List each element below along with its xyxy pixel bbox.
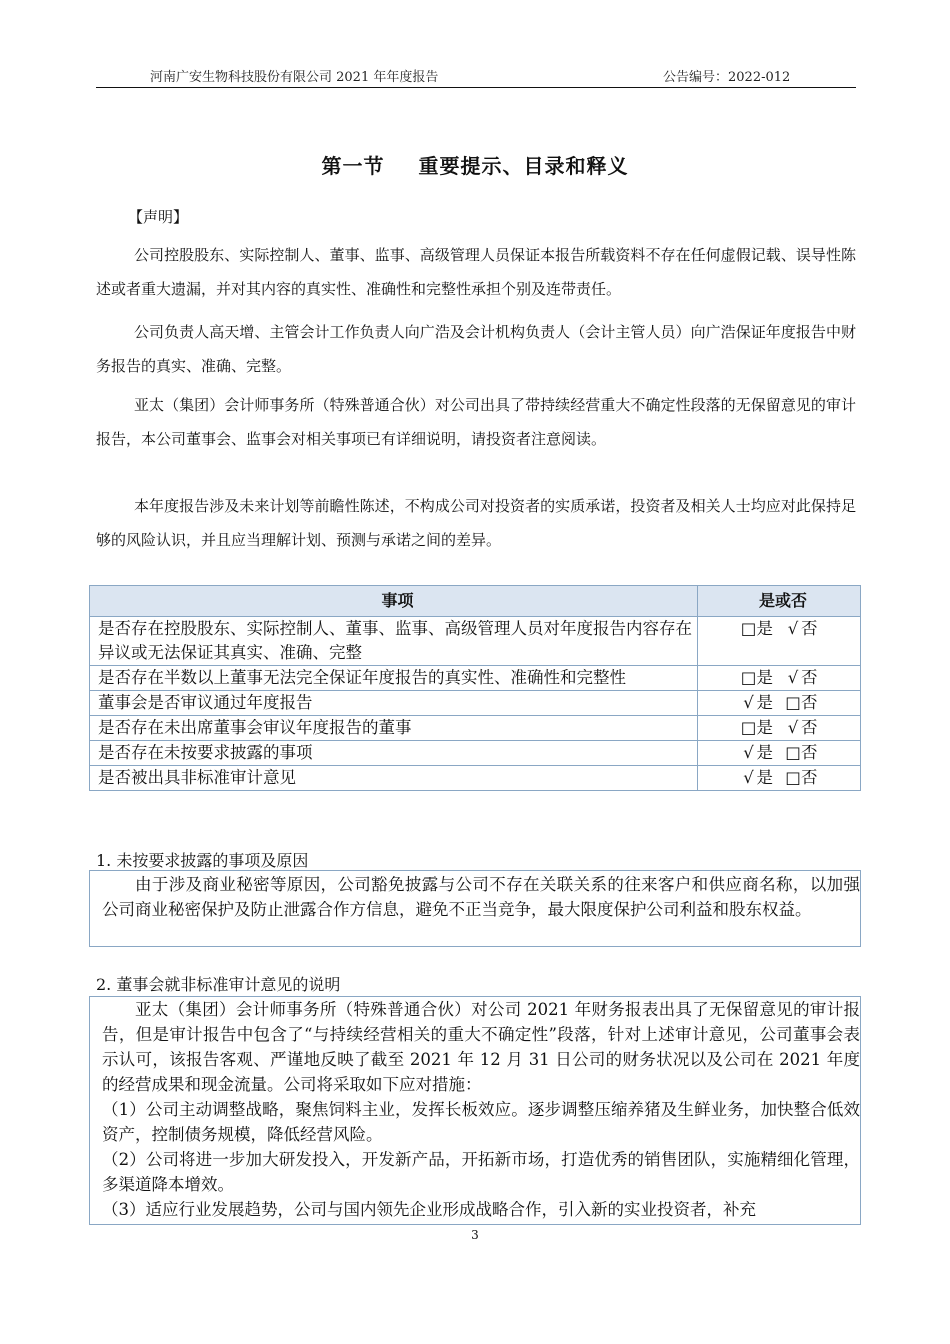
board-opinion-measure: （2）公司将进一步加大研发投入，开发新产品，开拓新市场，打造优秀的销售团队，实施精细化管理，多渠道降本增效。 [102, 1150, 860, 1194]
checklist-item: 是否被出具非标准审计意见 [90, 766, 698, 791]
checklist-item: 董事会是否审议通过年度报告 [90, 691, 698, 716]
no-option [785, 666, 818, 690]
section-name: 重要提示、目录和释义 [418, 154, 629, 178]
table-row [90, 617, 861, 666]
board-opinion-measure: （3）适应行业发展趋势，公司与国内领先企业形成战略合作，引入新的实业投资者，补充 [102, 1200, 756, 1219]
yes-option [741, 716, 774, 740]
no-label: 否 [801, 668, 818, 687]
yes-mark: □ [740, 668, 757, 687]
checklist-item: 是否存在半数以上董事无法完全保证年度报告的真实性、准确性和完整性 [90, 666, 698, 691]
statement-paragraph: 公司负责人高天增、主管会计工作负责人向广浩及会计机构负责人（会计主管人员）向广浩保证年度报告中财务报告的真实、准确、完整。 [96, 323, 856, 375]
no-mark: √ [787, 668, 799, 687]
yes-label: 是 [756, 768, 773, 787]
yes-no-cell [698, 617, 861, 666]
no-label: 否 [801, 693, 818, 712]
yes-label: 是 [756, 743, 773, 762]
yes-option [741, 691, 774, 715]
no-label: 否 [801, 743, 818, 762]
table-row [90, 741, 861, 766]
yes-option [741, 666, 774, 690]
header-announcement-number: 公告编号：2022-012 [663, 70, 791, 85]
page-number: 3 [471, 1228, 479, 1242]
no-mark: √ [787, 718, 799, 737]
yes-label: 是 [756, 619, 773, 638]
table-row [90, 716, 861, 741]
checklist-item: 是否存在未按要求披露的事项 [90, 741, 698, 766]
yes-mark: √ [743, 768, 754, 787]
header-divider [96, 87, 856, 88]
undisclosed-items-title: 1. 未按要求披露的事项及原因 [96, 851, 309, 870]
no-option [785, 766, 818, 790]
no-label: 否 [801, 619, 818, 638]
yes-no-cell [698, 691, 861, 716]
yes-label: 是 [756, 718, 773, 737]
no-mark: √ [787, 619, 799, 638]
yes-label: 是 [756, 668, 773, 687]
table-header-row [90, 586, 861, 617]
statement-heading: 【声明】 [128, 208, 189, 226]
statement-paragraph: 亚太（集团）会计师事务所（特殊普通合伙）对公司出具了带持续经营重大不确定性段落的无保留意见的审计报告，本公司董事会、监事会对相关事项已有详细说明，请投资者注意阅读。 [96, 396, 856, 448]
header-report-title: 河南广安生物科技股份有限公司 2021 年年度报告 [150, 70, 439, 85]
no-option [785, 617, 818, 641]
no-mark: □ [785, 768, 801, 787]
no-mark: □ [785, 743, 801, 762]
undisclosed-items-box [89, 870, 861, 947]
disclosure-checklist-table [89, 585, 861, 791]
yes-mark: √ [743, 743, 754, 762]
checklist-item: 是否存在控股股东、实际控制人、董事、监事、高级管理人员对年度报告内容存在异议或无法保证其真实、准确、完整 [90, 617, 698, 666]
section-number: 第一节 [321, 154, 385, 178]
statement-paragraph: 公司控股股东、实际控制人、董事、监事、高级管理人员保证本报告所载资料不存在任何虚假记载、误导性陈述或者重大遗漏，并对其内容的真实性、准确性和完整性承担个别及连带责任。 [96, 246, 856, 298]
table-row [90, 691, 861, 716]
section-title [0, 150, 950, 179]
table-row [90, 766, 861, 791]
yes-mark: √ [743, 693, 754, 712]
no-label: 否 [801, 768, 818, 787]
board-opinion-intro: 亚太（集团）会计师事务所（特殊普通合伙）对公司 2021 年财务报表出具了无保留意见的审计报告，但是审计报告中包含了“与持续经营相关的重大不确定性”段落，针对上述审计意见，公司董事会表示认可，该报告客观、严谨地反映了截至 2021 年 12 月 31 日公司的财务状况以及公司在 2021 年度的经营成果和现金流量。公司将采取如下应对措施： [102, 1000, 860, 1094]
no-label: 否 [801, 718, 818, 737]
yes-label: 是 [756, 693, 773, 712]
yes-no-cell [698, 716, 861, 741]
board-opinion-title: 2. 董事会就非标准审计意见的说明 [96, 975, 341, 994]
board-opinion-box [89, 996, 861, 1225]
no-option [785, 716, 818, 740]
yes-option [741, 617, 774, 641]
yes-no-cell [698, 766, 861, 791]
checklist-item: 是否存在未出席董事会审议年度报告的董事 [90, 716, 698, 741]
statement-paragraph: 本年度报告涉及未来计划等前瞻性陈述，不构成公司对投资者的实质承诺，投资者及相关人士均应对此保持足够的风险认识，并且应当理解计划、预测与承诺之间的差异。 [96, 497, 856, 549]
no-option [785, 741, 818, 765]
column-header-yes-no: 是或否 [698, 586, 861, 617]
yes-mark: □ [740, 619, 757, 638]
table-row [90, 666, 861, 691]
undisclosed-items-text: 由于涉及商业秘密等原因，公司豁免披露与公司不存在关联关系的往来客户和供应商名称，以加强公司商业秘密保护及防止泄露合作方信息，避免不正当竞争，最大限度保护公司利益和股东权益。 [102, 875, 860, 919]
column-header-item: 事项 [90, 586, 698, 617]
no-mark: □ [785, 693, 801, 712]
no-option [785, 691, 818, 715]
yes-no-cell [698, 741, 861, 766]
yes-option [741, 741, 774, 765]
board-opinion-measure: （1）公司主动调整战略，聚焦饲料主业，发挥长板效应。逐步调整压缩养猪及生鲜业务，加快整合低效资产，控制债务规模，降低经营风险。 [102, 1100, 860, 1144]
yes-mark: □ [740, 718, 757, 737]
yes-no-cell [698, 666, 861, 691]
yes-option [741, 766, 774, 790]
